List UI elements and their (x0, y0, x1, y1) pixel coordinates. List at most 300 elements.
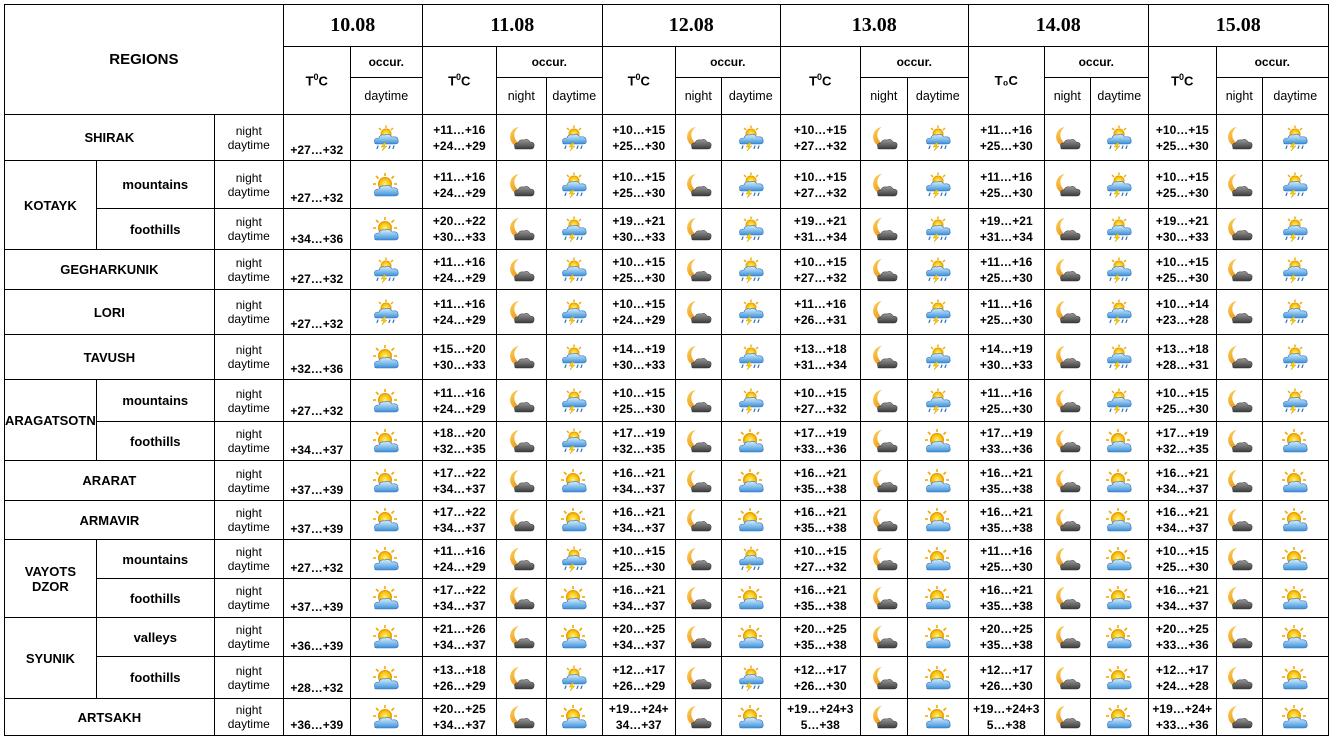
night-temperature: +12…+17 (979, 662, 1033, 677)
moon-cloud-icon (683, 172, 713, 198)
daytime-temperature: +34…+37 (612, 638, 666, 652)
night-weather-cell (1044, 115, 1090, 161)
temp-header-degree: 0 (1179, 72, 1185, 83)
daytime-temperature: +34…+37 (432, 718, 486, 732)
night-weather-cell (675, 335, 721, 380)
night-weather-cell (496, 380, 546, 422)
daytime-temperature: +27…+32 (793, 401, 847, 416)
temperature-cell (968, 501, 1044, 540)
night-weather-cell (1044, 540, 1090, 579)
daytime-label: daytime (227, 637, 270, 651)
night-temperature: +10…+14 (1155, 297, 1209, 311)
daytime-weather-cell (350, 540, 422, 579)
night-temperature: +19…+24+ (608, 702, 669, 716)
thunderstorm-icon (559, 344, 589, 370)
daytime-weather-cell (350, 335, 422, 380)
daytime-weather-cell (721, 699, 780, 736)
night-temperature: +19…+21 (612, 214, 666, 228)
night-temperature: +10…+15 (612, 169, 666, 184)
temperature-cell (1148, 422, 1216, 461)
daytime-temperature: +25…+30 (612, 401, 666, 416)
night-temperature: +11…+16 (433, 254, 486, 269)
night-temperature: +20…+25 (979, 622, 1033, 636)
moon-cloud-icon (1052, 172, 1082, 198)
night-weather-cell (675, 115, 721, 161)
daytime-weather-cell (907, 161, 968, 209)
daytime-label: daytime (227, 400, 270, 415)
sun-behind-cloud-icon (923, 468, 953, 494)
night-temperature: +16…+21 (1155, 465, 1209, 480)
thunderstorm-icon (736, 125, 766, 151)
moon-cloud-icon (683, 125, 713, 151)
daytime-temperature: +30…+33 (1155, 230, 1209, 244)
temperature-cell (780, 618, 860, 657)
night-temperature: +13…+18 (432, 662, 486, 677)
daytime-weather-cell (546, 579, 602, 618)
moon-cloud-icon (869, 704, 899, 730)
night-temperature: +11…+16 (980, 169, 1033, 184)
daytime-temperature: +27…+32 (793, 560, 847, 574)
night-label: night (235, 386, 262, 401)
daytime-temperature: +35…+38 (793, 599, 847, 613)
daytime-temperature: +31…+34 (979, 230, 1033, 244)
moon-cloud-icon (1052, 299, 1082, 325)
daytime-weather-cell (1090, 250, 1148, 290)
moon-cloud-icon (1224, 665, 1254, 691)
daytime-temperature: +28…+31 (1155, 358, 1209, 372)
table-row (5, 501, 1329, 540)
night-temperature: +10…+15 (1155, 254, 1209, 269)
temperature-cell (1148, 335, 1216, 380)
daytime-weather-cell (350, 380, 422, 422)
temperature-cell (422, 657, 496, 699)
night-temperature: +17…+19 (979, 426, 1033, 440)
daytime-weather-cell (350, 618, 422, 657)
sun-behind-cloud-icon (371, 344, 401, 370)
sun-behind-cloud-icon (1104, 704, 1134, 730)
temperature-cell (780, 699, 860, 736)
daytime-temperature: +34…+37 (290, 443, 344, 457)
daytime-weather-cell (1262, 115, 1328, 161)
night-weather-cell (1216, 540, 1262, 579)
night-temperature: +19…+24+3 (973, 702, 1040, 716)
daytime-temperature: +28…+32 (290, 681, 344, 695)
moon-cloud-icon (683, 216, 713, 242)
night-temperature: +11…+16 (980, 385, 1033, 400)
sun-behind-cloud-icon (1280, 624, 1310, 650)
moon-cloud-icon (506, 388, 536, 414)
daytime-temperature: +24…+29 (432, 138, 486, 153)
daytime-weather-cell (721, 501, 780, 540)
daytime-weather-cell (546, 422, 602, 461)
temperature-cell (1148, 579, 1216, 618)
table-row (5, 161, 1329, 209)
temperature-cell (968, 461, 1044, 501)
daytime-weather-cell (1090, 501, 1148, 540)
sun-behind-cloud-icon (736, 704, 766, 730)
night-temperature: +16…+21 (1155, 505, 1209, 519)
moon-cloud-icon (506, 507, 536, 533)
subregion-name: foothills (96, 422, 214, 461)
daytime-temperature: +27…+32 (793, 270, 847, 285)
temperature-cell (283, 250, 350, 290)
daytime-weather-cell (1262, 161, 1328, 209)
table-row (5, 540, 1329, 579)
occurrence-header: occur. (675, 47, 780, 78)
temperature-cell (968, 422, 1044, 461)
moon-cloud-icon (869, 172, 899, 198)
temperature-cell (1148, 540, 1216, 579)
thunderstorm-icon (923, 216, 953, 242)
thunderstorm-icon (1104, 344, 1134, 370)
temperature-cell (283, 209, 350, 250)
moon-cloud-icon (506, 624, 536, 650)
sun-behind-cloud-icon (559, 704, 589, 730)
region-name: TAVUSH (5, 335, 215, 380)
temperature-cell (968, 250, 1044, 290)
daytime-weather-cell (721, 115, 780, 161)
night-weather-cell (496, 657, 546, 699)
moon-cloud-icon (1224, 624, 1254, 650)
daytime-temperature: +26…+29 (612, 678, 666, 693)
night-temperature: +11…+16 (980, 254, 1033, 269)
night-label: night (235, 545, 262, 559)
night-weather-cell (1216, 380, 1262, 422)
daytime-temperature: +34…+37 (432, 599, 486, 613)
daytime-header: daytime (1262, 78, 1328, 115)
night-daytime-label (214, 461, 283, 501)
moon-cloud-icon (506, 125, 536, 151)
date-header: 10.08 (283, 5, 422, 47)
sun-behind-cloud-icon (1280, 665, 1310, 691)
night-daytime-label (214, 250, 283, 290)
daytime-temperature: +25…+30 (612, 185, 666, 200)
night-label: night (235, 466, 262, 481)
sun-behind-cloud-icon (1104, 665, 1134, 691)
moon-cloud-icon (506, 257, 536, 283)
daytime-weather-cell (1090, 290, 1148, 335)
night-weather-cell (496, 290, 546, 335)
moon-cloud-icon (1052, 388, 1082, 414)
daytime-weather-cell (1262, 461, 1328, 501)
moon-cloud-icon (1224, 257, 1254, 283)
night-temperature: +12…+17 (612, 662, 666, 677)
temperature-cell (968, 540, 1044, 579)
daytime-temperature: 5…+38 (986, 718, 1026, 732)
temperature-cell (283, 579, 350, 618)
temperature-cell (1148, 161, 1216, 209)
night-weather-cell (860, 501, 907, 540)
temperature-cell (283, 290, 350, 335)
night-daytime-label (214, 209, 283, 250)
daytime-temperature: +26…+31 (793, 313, 847, 327)
night-temperature: +14…+19 (979, 342, 1033, 356)
moon-cloud-icon (869, 624, 899, 650)
moon-cloud-icon (869, 507, 899, 533)
daytime-weather-cell (546, 657, 602, 699)
night-weather-cell (675, 209, 721, 250)
temperature-cell (422, 540, 496, 579)
daytime-weather-cell (721, 335, 780, 380)
daytime-temperature: +24…+29 (432, 401, 486, 416)
temp-header-t: T (809, 73, 818, 89)
thunderstorm-icon (371, 299, 401, 325)
thunderstorm-icon (923, 344, 953, 370)
daytime-temperature: +26…+30 (979, 678, 1033, 693)
daytime-temperature: +25…+30 (979, 313, 1033, 327)
night-temperature: +10…+15 (612, 385, 666, 400)
moon-cloud-icon (506, 468, 536, 494)
thunderstorm-icon (923, 299, 953, 325)
thunderstorm-icon (1280, 299, 1310, 325)
night-temperature: +16…+21 (979, 465, 1033, 480)
night-temperature: +13…+18 (793, 342, 847, 356)
sun-behind-cloud-icon (923, 704, 953, 730)
night-weather-cell (1216, 461, 1262, 501)
daytime-temperature: +35…+38 (979, 638, 1033, 652)
night-temperature: +11…+16 (980, 297, 1033, 311)
daytime-weather-cell (1262, 618, 1328, 657)
night-weather-cell (860, 579, 907, 618)
thunderstorm-icon (736, 216, 766, 242)
temperature-cell (968, 579, 1044, 618)
moon-cloud-icon (683, 344, 713, 370)
daytime-temperature: +32…+35 (612, 442, 666, 456)
daytime-temperature: +35…+38 (793, 481, 847, 496)
night-weather-cell (1044, 380, 1090, 422)
region-name: SYUNIK (5, 618, 97, 699)
thunderstorm-icon (1280, 388, 1310, 414)
night-temperature: +17…+22 (432, 505, 486, 519)
moon-cloud-icon (683, 585, 713, 611)
moon-cloud-icon (1052, 257, 1082, 283)
night-weather-cell (675, 250, 721, 290)
temperature-cell (422, 335, 496, 380)
daytime-label: daytime (227, 357, 270, 371)
daytime-label: daytime (227, 677, 270, 692)
temp-header-degree: 0 (635, 72, 641, 83)
sun-behind-cloud-icon (923, 546, 953, 572)
moon-cloud-icon (869, 257, 899, 283)
thunderstorm-icon (559, 172, 589, 198)
night-temperature: +10…+15 (1155, 544, 1209, 558)
daytime-weather-cell (721, 461, 780, 501)
thunderstorm-icon (1280, 344, 1310, 370)
night-label: night (235, 123, 262, 138)
daytime-weather-cell (1262, 501, 1328, 540)
daytime-temperature: +25…+30 (1155, 270, 1209, 285)
sun-behind-cloud-icon (736, 428, 766, 454)
temperature-cell (968, 335, 1044, 380)
night-label: night (235, 584, 262, 598)
night-daytime-label (214, 161, 283, 209)
night-weather-cell (496, 335, 546, 380)
daytime-temperature: +27…+32 (793, 138, 847, 153)
daytime-temperature: +35…+38 (979, 599, 1033, 613)
temperature-cell (283, 461, 350, 501)
thunderstorm-icon (559, 428, 589, 454)
temp-header-degree: 0 (313, 72, 319, 83)
temp-header (422, 47, 496, 115)
daytime-temperature: +27…+32 (290, 272, 344, 286)
region-name: SHIRAK (5, 115, 215, 161)
temperature-cell (1148, 250, 1216, 290)
night-temperature: +17…+22 (432, 465, 486, 480)
daytime-weather-cell (546, 335, 602, 380)
night-daytime-label (214, 422, 283, 461)
night-daytime-label (214, 290, 283, 335)
temperature-cell (422, 501, 496, 540)
temp-header (1148, 47, 1216, 115)
daytime-weather-cell (1090, 380, 1148, 422)
daytime-temperature: +35…+38 (793, 521, 847, 535)
temp-header (780, 47, 860, 115)
temp-header-t: T (305, 73, 314, 89)
temp-header-degree: 0 (817, 72, 823, 83)
night-temperature: +11…+16 (433, 297, 486, 311)
night-temperature: +20…+25 (612, 622, 666, 636)
night-header: night (860, 78, 907, 115)
daytime-temperature: +25…+30 (612, 138, 666, 153)
thunderstorm-icon (559, 665, 589, 691)
moon-cloud-icon (869, 546, 899, 572)
daytime-weather-cell (350, 579, 422, 618)
daytime-temperature: +24…+29 (432, 560, 486, 574)
night-temperature: +11…+16 (433, 544, 486, 558)
daytime-temperature: +31…+34 (793, 358, 847, 372)
thunderstorm-icon (1104, 172, 1134, 198)
table-row (5, 699, 1329, 736)
occurrence-header: occur. (860, 47, 968, 78)
moon-cloud-icon (869, 665, 899, 691)
temp-header (283, 47, 350, 115)
moon-cloud-icon (1052, 704, 1082, 730)
daytime-weather-cell (721, 209, 780, 250)
daytime-temperature: +32…+35 (1155, 442, 1209, 456)
moon-cloud-icon (1224, 216, 1254, 242)
temperature-cell (602, 579, 675, 618)
daytime-weather-cell (350, 161, 422, 209)
daytime-header: daytime (721, 78, 780, 115)
moon-cloud-icon (683, 507, 713, 533)
daytime-weather-cell (546, 699, 602, 736)
region-name: KOTAYK (5, 161, 97, 250)
night-weather-cell (496, 699, 546, 736)
daytime-temperature: +34…+37 (1155, 481, 1209, 496)
moon-cloud-icon (1224, 585, 1254, 611)
temperature-cell (422, 699, 496, 736)
night-daytime-label (214, 540, 283, 579)
temperature-cell (283, 380, 350, 422)
daytime-weather-cell (907, 380, 968, 422)
region-name: GEGHARKUNIK (5, 250, 215, 290)
temperature-cell (780, 422, 860, 461)
daytime-weather-cell (907, 250, 968, 290)
daytime-weather-cell (1262, 579, 1328, 618)
occurrence-header: occur. (1216, 47, 1328, 78)
night-temperature: +11…+16 (433, 385, 486, 400)
moon-cloud-icon (869, 125, 899, 151)
daytime-weather-cell (721, 380, 780, 422)
daytime-weather-cell (721, 579, 780, 618)
daytime-weather-cell (1090, 161, 1148, 209)
thunderstorm-icon (1104, 125, 1134, 151)
thunderstorm-icon (559, 546, 589, 572)
thunderstorm-icon (736, 665, 766, 691)
daytime-temperature: +35…+38 (979, 521, 1033, 535)
night-weather-cell (1044, 461, 1090, 501)
night-temperature: +19…+24+3 (787, 702, 854, 716)
moon-cloud-icon (1224, 388, 1254, 414)
moon-cloud-icon (1052, 216, 1082, 242)
night-temperature: +10…+15 (612, 297, 666, 311)
temperature-cell (602, 209, 675, 250)
night-temperature: +21…+26 (432, 622, 486, 636)
night-daytime-label (214, 115, 283, 161)
night-weather-cell (675, 540, 721, 579)
temperature-cell (780, 209, 860, 250)
daytime-temperature: +37…+39 (290, 600, 344, 614)
daytime-weather-cell (1262, 335, 1328, 380)
sun-behind-cloud-icon (736, 468, 766, 494)
night-temperature: +13…+18 (1155, 342, 1209, 356)
night-weather-cell (1044, 161, 1090, 209)
daytime-temperature: +27…+32 (290, 404, 344, 418)
night-weather-cell (860, 335, 907, 380)
moon-cloud-icon (683, 624, 713, 650)
night-weather-cell (860, 290, 907, 335)
daytime-temperature: +25…+30 (612, 560, 666, 574)
night-weather-cell (860, 209, 907, 250)
night-weather-cell (1044, 699, 1090, 736)
temperature-cell (602, 657, 675, 699)
daytime-temperature: +24…+29 (432, 313, 486, 327)
moon-cloud-icon (1224, 468, 1254, 494)
thunderstorm-icon (559, 125, 589, 151)
night-weather-cell (496, 161, 546, 209)
daytime-label: daytime (227, 184, 270, 199)
daytime-temperature: +34…+37 (612, 481, 666, 496)
night-daytime-label (214, 618, 283, 657)
moon-cloud-icon (1052, 125, 1082, 151)
daytime-weather-cell (1090, 657, 1148, 699)
thunderstorm-icon (1280, 172, 1310, 198)
night-temperature: +11…+16 (794, 297, 847, 311)
daytime-temperature: +27…+32 (290, 561, 344, 575)
temperature-cell (780, 161, 860, 209)
moon-cloud-icon (1052, 468, 1082, 494)
night-temperature: +10…+15 (793, 544, 847, 558)
night-weather-cell (1216, 579, 1262, 618)
moon-cloud-icon (869, 388, 899, 414)
daytime-temperature: 34…+37 (615, 718, 662, 732)
moon-cloud-icon (1052, 507, 1082, 533)
daytime-temperature: +32…+36 (290, 362, 344, 376)
temperature-cell (602, 422, 675, 461)
night-weather-cell (675, 290, 721, 335)
sun-behind-cloud-icon (1104, 468, 1134, 494)
night-weather-cell (1044, 579, 1090, 618)
night-weather-cell (1216, 161, 1262, 209)
daytime-temperature: +27…+32 (290, 191, 344, 205)
daytime-temperature: +30…+33 (612, 230, 666, 244)
night-weather-cell (675, 422, 721, 461)
daytime-temperature: +24…+29 (432, 185, 486, 200)
sun-behind-cloud-icon (923, 428, 953, 454)
moon-cloud-icon (683, 388, 713, 414)
night-temperature: +10…+15 (793, 122, 847, 137)
moon-cloud-icon (506, 172, 536, 198)
